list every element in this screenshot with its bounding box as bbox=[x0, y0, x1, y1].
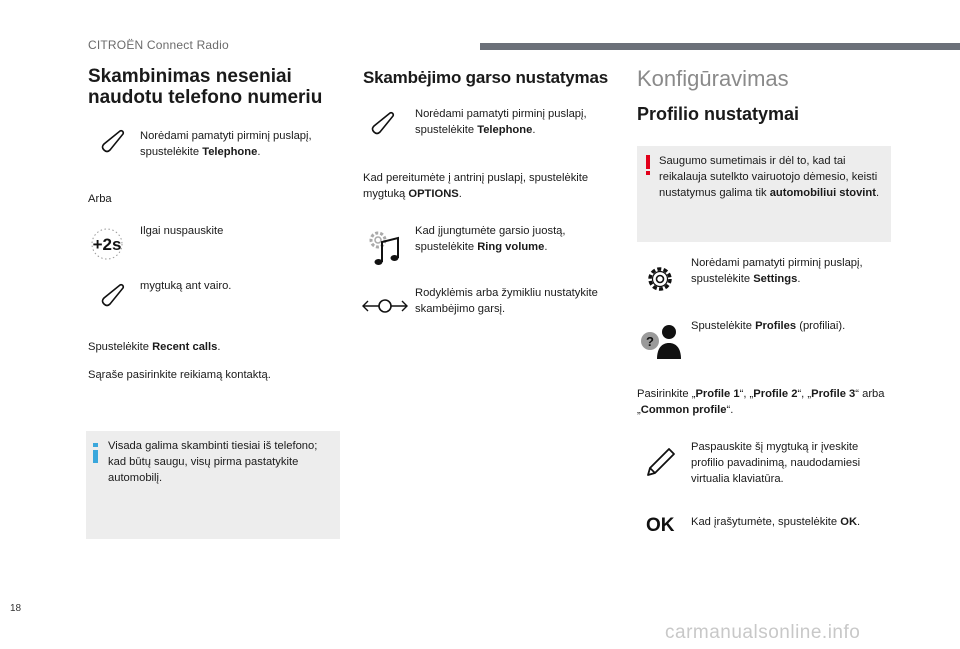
header-title: CITROËN Connect Radio bbox=[88, 38, 229, 52]
right-subheading: Profilio nustatymai bbox=[637, 104, 800, 124]
phone-icon bbox=[370, 110, 396, 136]
left-recent-calls: Spustelėkite Recent calls. bbox=[88, 341, 221, 353]
left-heading: Skambinimas neseniai naudotu telefono numeriu bbox=[88, 66, 323, 108]
header-bar bbox=[480, 43, 960, 50]
left-select-contact: Sąraše pasirinkite reikiamą kontaktą. bbox=[88, 369, 271, 381]
svg-text:?: ? bbox=[646, 334, 654, 349]
middle-heading: Skambėjimo garso nustatymas bbox=[363, 68, 608, 87]
right-edit-text: Paspauskite šį mygtuką ir įveskite profilio pavadinimą, naudodamiesi virtualia klaviatūra. bbox=[691, 441, 861, 485]
info-note-box bbox=[86, 431, 340, 539]
right-settings-text: Norėdami pamatyti pirminį puslapį, spustelėkite Settings. bbox=[691, 257, 863, 285]
middle-ring-volume: Kad įjungtumėte garsio juostą, spustelėkite Ring volume. bbox=[415, 225, 566, 253]
left-or-text: Arba bbox=[88, 193, 112, 205]
gear-music-note-icon bbox=[366, 228, 404, 268]
middle-slider-text: Rodyklėmis arba žymikliu nustatykite skambėjimo garsį. bbox=[415, 287, 598, 315]
gear-icon bbox=[645, 264, 675, 294]
right-profiles-text: Spustelėkite Profiles (profiliai). bbox=[691, 320, 846, 332]
info-icon bbox=[93, 450, 98, 463]
watermark: carmanualsonline.info bbox=[665, 622, 861, 643]
warning-icon-dot bbox=[646, 171, 650, 175]
warning-icon bbox=[646, 155, 650, 169]
pencil-edit-icon bbox=[645, 446, 677, 478]
middle-options-text: Kad pereitumėte į antrinį puslapį, spustelėkite mygtuką OPTIONS. bbox=[363, 172, 589, 200]
info-note-text: Visada galima skambinti tiesiai iš telefono; kad būtų saugu, visų pirma pastatykite automobilį. bbox=[108, 440, 318, 484]
warning-note-text: Saugumo sumetimais ir dėl to, kad tai reikalauja sutelkto vairuotojo dėmesio, keisti nustatymus galima tik automobiliui stovint. bbox=[659, 155, 880, 199]
ok-icon: OK bbox=[646, 515, 675, 536]
middle-step-telephone: Norėdami pamatyti pirminį puslapį, spustelėkite Telephone. bbox=[415, 108, 587, 136]
left-hold-text: Ilgai nuspauskite bbox=[140, 225, 224, 237]
right-choose-profile: Pasirinkite „Profile 1“, „Profile 2“, „Profile 3“ arba „Common profile“. bbox=[637, 388, 885, 416]
left-step-telephone: Norėdami pamatyti pirminį puslapį, spustelėkite Telephone. bbox=[140, 130, 312, 158]
phone-icon bbox=[100, 282, 126, 308]
page-number: 18 bbox=[10, 603, 22, 614]
right-heading: Konfigūravimas bbox=[637, 66, 789, 91]
hold-badge-text: +2s bbox=[92, 235, 122, 254]
warning-note-box bbox=[637, 146, 891, 242]
left-wheel-text: mygtuką ant vairo. bbox=[140, 280, 232, 292]
right-ok-text: Kad įrašytumėte, spustelėkite OK. bbox=[691, 516, 861, 528]
info-icon-dot bbox=[93, 443, 98, 447]
profile-question-icon bbox=[639, 322, 683, 360]
slider-icon bbox=[362, 296, 408, 316]
hold-2s-icon bbox=[86, 226, 128, 262]
phone-icon bbox=[100, 128, 126, 154]
